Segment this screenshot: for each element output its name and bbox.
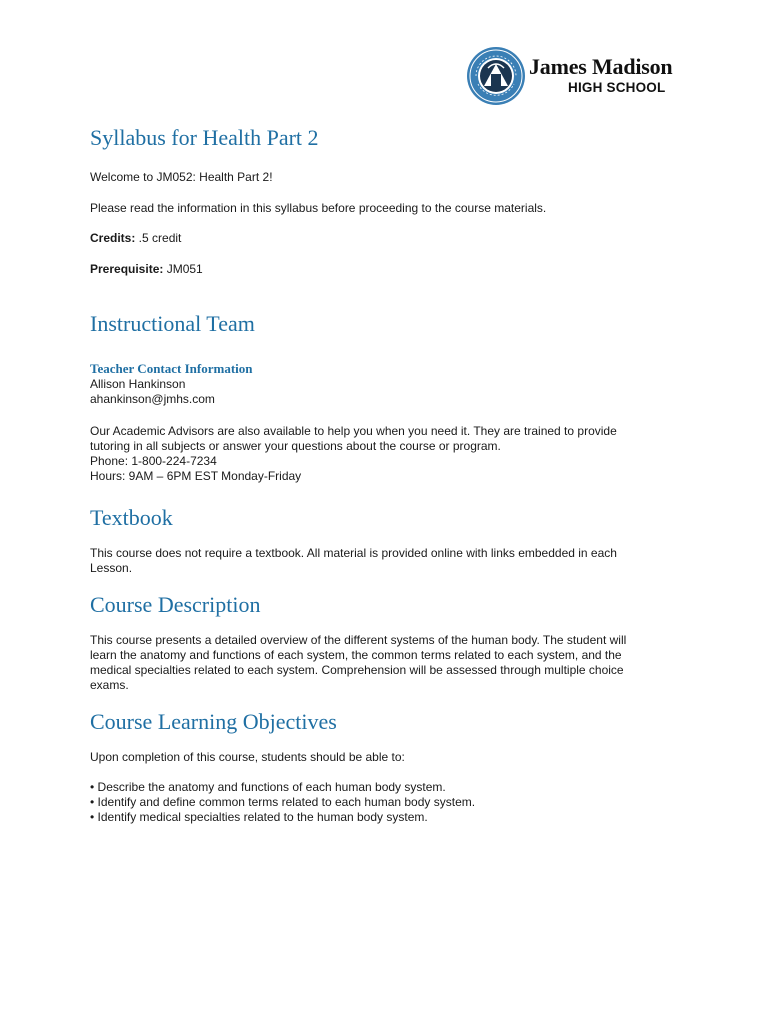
description-line4: exams. — [90, 678, 129, 692]
learning-objectives-heading: Course Learning Objectives — [90, 709, 337, 734]
description-line3: medical specialties related to each system. Comprehension will be assessed through multiple choice — [90, 663, 624, 677]
list-item: • Identify and define common terms related to each human body system. — [90, 795, 476, 809]
logo-name: James Madison — [529, 54, 673, 79]
instructions-text: Please read the information in this syllabus before proceeding to the course materials. — [90, 201, 547, 215]
prerequisite-label: Prerequisite: — [90, 262, 164, 276]
school-logo — [466, 44, 680, 108]
prerequisite-line — [90, 262, 690, 277]
textbook-text-line2: Lesson. — [90, 561, 133, 575]
welcome-text: Welcome to JM052: Health Part 2! — [90, 170, 273, 184]
credits-line — [90, 231, 690, 246]
objectives-list — [90, 780, 690, 825]
teacher-contact-heading: Teacher Contact Information — [90, 361, 253, 376]
advisors-phone: Phone: 1-800-224-7234 — [90, 454, 217, 468]
credits-label: Credits: — [90, 231, 136, 245]
prerequisite-value: JM051 — [163, 262, 203, 276]
teacher-name: Allison Hankinson — [90, 377, 186, 391]
textbook-heading: Textbook — [90, 505, 173, 530]
credits-value: .5 credit — [135, 231, 182, 245]
list-item: • Identify medical specialties related to the human body system. — [90, 810, 428, 824]
instructional-team-heading: Instructional Team — [90, 311, 255, 336]
objectives-intro: Upon completion of this course, students should be able to: — [90, 750, 405, 764]
teacher-email: ahankinson@jmhs.com — [90, 392, 215, 406]
advisors-text-line2: tutoring in all subjects or answer your questions about the course or program. — [90, 439, 501, 453]
description-line2: learn the anatomy and functions of each system, the common terms related to each system, and the — [90, 648, 622, 662]
syllabus-content — [90, 120, 690, 825]
school-seal-icon — [466, 46, 526, 106]
advisors-hours: Hours: 9AM – 6PM EST Monday-Friday — [90, 469, 302, 483]
list-item: • Describe the anatomy and functions of each human body system. — [90, 780, 446, 794]
course-description-heading: Course Description — [90, 592, 261, 617]
textbook-text-line1: This course does not require a textbook. All material is provided online with links embedded in each — [90, 546, 617, 560]
page-title: Syllabus for Health Part 2 — [90, 125, 319, 150]
description-line1: This course presents a detailed overview of the different systems of the human body. The student will — [90, 633, 627, 647]
advisors-text-line1: Our Academic Advisors are also available to help you when you need it. They are trained to provide — [90, 424, 617, 438]
logo-subtitle: HIGH SCHOOL — [568, 80, 666, 95]
